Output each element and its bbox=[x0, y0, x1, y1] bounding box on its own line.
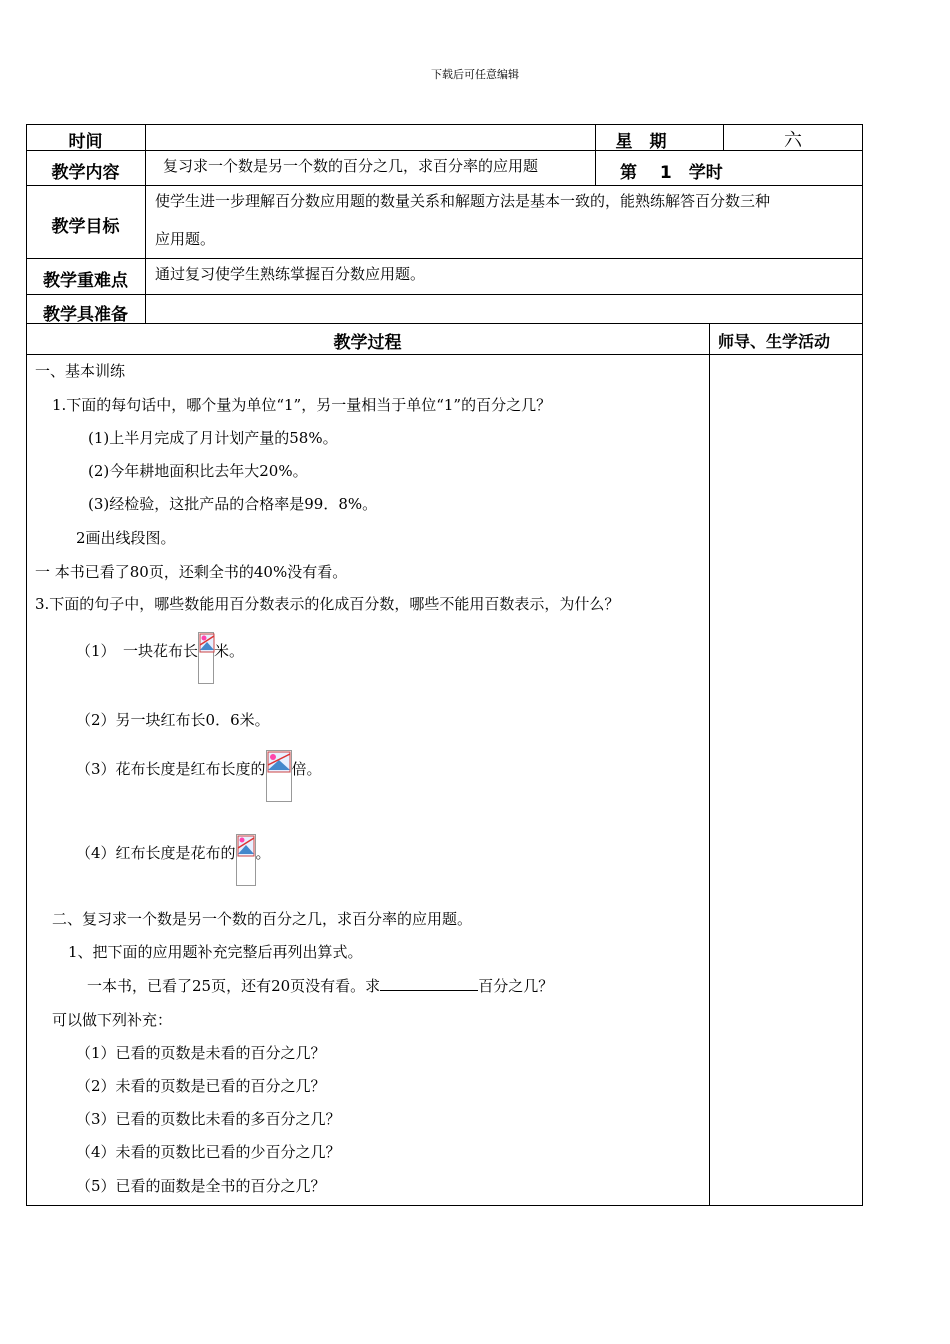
goal-label: 教学目标 bbox=[51, 217, 120, 237]
answer-blank bbox=[380, 976, 478, 991]
section-basic-training: 一、基本训练 bbox=[35, 362, 126, 380]
process-table-col-divider bbox=[709, 323, 710, 1206]
activity-header: 师导、生学活动 bbox=[718, 332, 831, 351]
question-1: 1.下面的每句话中，哪个量为单位“1”，另一量相当于单位“1”的百分之几？ bbox=[52, 396, 552, 414]
key-points-label: 教学重难点 bbox=[43, 271, 128, 291]
goal-line-2: 应用题。 bbox=[155, 230, 216, 248]
header-note: 下载后可任意编辑 bbox=[431, 68, 519, 81]
question-3-item-2: （2）另一块红布长0．6米。 bbox=[76, 711, 270, 729]
supplement-item-1: （1）已看的页数是未看的百分之几？ bbox=[76, 1044, 326, 1062]
question-2-text: 一 本书已看了80页，还剩全书的40%没有看。 bbox=[35, 563, 348, 581]
question-3-item-4-text: （4）红布长度是花布的 bbox=[76, 844, 236, 862]
supplement-intro: 可以做下列补充： bbox=[52, 1011, 173, 1029]
supplement-item-4: （4）未看的页数比已看的少百分之几？ bbox=[76, 1143, 341, 1161]
content-label: 教学内容 bbox=[51, 163, 120, 183]
process-table-header-divider bbox=[26, 354, 863, 355]
question-3-item-4-unit: 。 bbox=[255, 844, 271, 862]
supplement-item-3: （3）已看的页数比未看的多百分之几？ bbox=[76, 1110, 341, 1128]
broken-image-icon bbox=[266, 750, 292, 802]
review-problem-text: 一本书，已看了25页，还有20页没有看。求 bbox=[87, 977, 381, 995]
supplement-item-5: （5）已看的面数是全书的百分之几？ bbox=[76, 1177, 326, 1195]
question-3-item-3-unit: 倍。 bbox=[291, 760, 322, 778]
goal-line-1: 使学生进一步理解百分数应用题的数量关系和解题方法是基本一致的，能熟练解答百分数三种 bbox=[155, 192, 771, 210]
process-header: 教学过程 bbox=[333, 333, 402, 353]
key-points-value: 通过复习使学生熟练掌握百分数应用题。 bbox=[155, 265, 426, 283]
question-3: 3.下面的句子中，哪些数能用百分数表示的化成百分数，哪些不能用百数表示，为什么？ bbox=[35, 595, 620, 613]
question-3-item-1-text: （1） 一块花布长 bbox=[76, 642, 199, 660]
question-3-item-1-unit: 米。 bbox=[214, 642, 245, 660]
weekday-label: 星 期 bbox=[615, 132, 667, 152]
review-task-1: 1、把下面的应用题补充完整后再列出算式。 bbox=[68, 943, 363, 961]
section-review: 二、复习求一个数是另一个数的百分之几，求百分率的应用题。 bbox=[52, 910, 473, 928]
content-value: 复习求一个数是另一个数的百分之几，求百分率的应用题 bbox=[163, 157, 539, 175]
review-problem bbox=[87, 975, 553, 996]
question-3-item-3 bbox=[76, 750, 322, 802]
question-3-item-4 bbox=[76, 834, 271, 886]
tools-label: 教学具准备 bbox=[43, 305, 128, 325]
info-table-row-divider bbox=[26, 258, 863, 259]
broken-image-icon bbox=[198, 632, 214, 684]
question-3-item-1 bbox=[76, 632, 244, 684]
question-3-item-3-text: （3）花布长度是红布长度的 bbox=[76, 760, 266, 778]
review-problem-tail: 百分之几？ bbox=[478, 977, 554, 995]
question-1-item-3: (3)经检验，这批产品的合格率是99．8%。 bbox=[88, 495, 378, 513]
question-1-item-2: (2)今年耕地面积比去年大20%。 bbox=[88, 462, 308, 480]
supplement-item-2: （2）未看的页数是已看的百分之几？ bbox=[76, 1077, 326, 1095]
info-table-row-divider bbox=[26, 185, 863, 186]
info-table-col-divider bbox=[145, 124, 146, 324]
period-label: 第 1 学时 bbox=[620, 163, 723, 183]
question-2: 2画出线段图。 bbox=[76, 529, 176, 547]
question-1-item-1: (1)上半月完成了月计划产量的58%。 bbox=[88, 429, 338, 447]
broken-image-icon bbox=[236, 834, 256, 886]
time-label: 时间 bbox=[68, 132, 103, 152]
weekday-value: 六 bbox=[784, 130, 802, 151]
info-table-row-divider bbox=[26, 294, 863, 295]
